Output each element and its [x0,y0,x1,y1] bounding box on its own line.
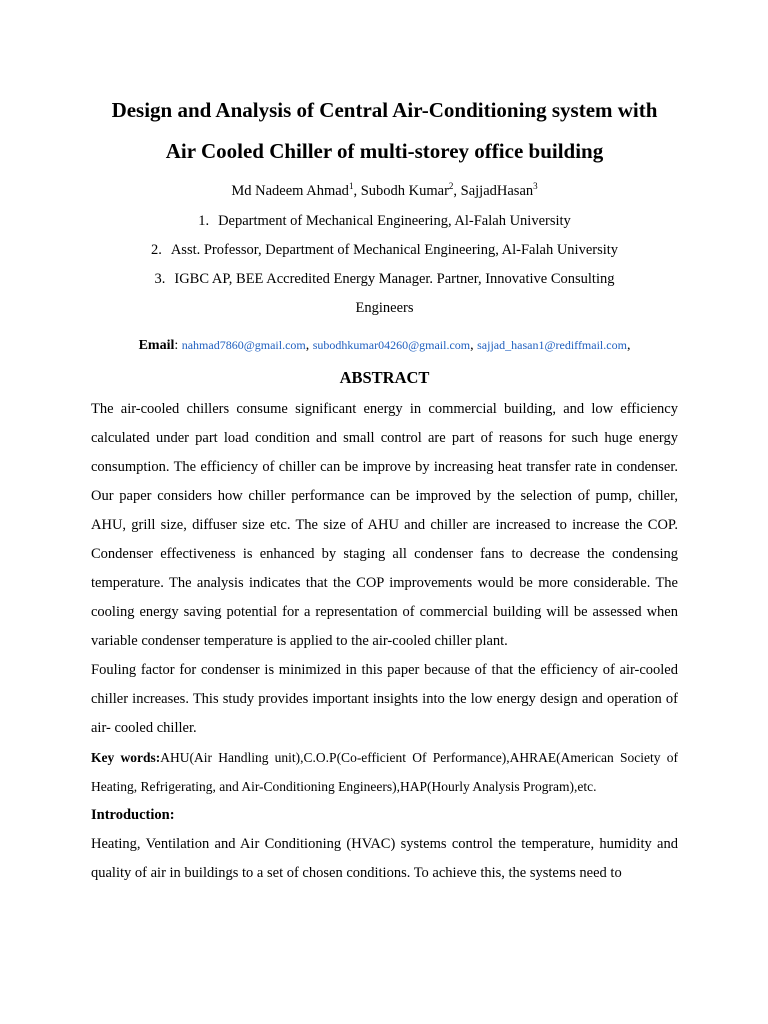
email-colon: : [174,338,182,353]
title-line-1: Design and Analysis of Central Air-Conditioning system with [111,98,658,122]
author-affiliation-marker: 1 [348,181,354,192]
author-list [91,181,678,201]
author-affiliation-marker: 2 [448,181,454,192]
author-name: Md Nadeem Ahmad [231,183,349,199]
abstract-paragraph: Fouling factor for condenser is minimized in this paper because of that the efficiency of air-cooled chiller increases. This study provides important insights into the low energy design and operation of air- cooled chiller. [91,662,678,736]
email-link[interactable]: sajjad_hasan1@rediffmail.com [477,338,627,352]
affiliation-number: 2. [150,242,162,258]
email-line [91,335,678,356]
introduction-label: Introduction: [91,807,175,823]
author-separator: , [453,183,461,199]
affiliation-number: 3. [154,271,166,287]
affiliation-text: Asst. Professor, Department of Mechanical Engineering, Al-Falah University [170,242,619,258]
affiliation-item [91,207,678,236]
title-line-2: Air Cooled Chiller of multi-storey office building [165,139,604,163]
email-trailing-comma: , [626,338,631,353]
email-link[interactable]: subodhkumar04260@gmail.com [312,338,471,352]
author-name: SajjadHasan [460,183,534,199]
abstract-heading: ABSTRACT [339,368,430,387]
affiliation-item [91,236,678,265]
paper-title [91,0,678,172]
introduction-paragraph: Heating, Ventilation and Air Conditioning (HVAC) systems control the temperature, humidity and quality of air in buildings to a set of chosen conditions. To achieve this, the systems need to [91,836,678,881]
abstract-paragraph: The air-cooled chillers consume significant energy in commercial building, and low efficiency calculated under part load condition and small control are part of reasons for such huge energy consumption. The efficiency of chiller can be improve by increasing heat transfer rate in condenser. Our paper considers how chiller performance can be improved by the selection of pump, chiller, AHU, grill size, diffuser size etc. The size of AHU and chiller are increased to increase the COP. Condenser effectiveness is enhanced by staging all condenser fans to decrease the condensing temperature. The analysis indicates that the COP improvements would be more considerable. The cooling energy saving potential for a representation of commercial building will be assessed when variable condenser temperature is applied to the air-cooled chiller plant. [91,401,678,649]
author-affiliation-marker: 3 [533,181,538,192]
affiliation-item-continuation [91,294,678,323]
affiliation-text: IGBC AP, BEE Accredited Energy Manager. Partner, Innovative Consulting [174,271,615,287]
keywords-label: Key words: [91,750,161,765]
author-name: Subodh Kumar [360,183,449,199]
introduction-heading [91,801,678,830]
affiliation-number: 1. [198,213,210,229]
keywords-paragraph [91,743,678,801]
affiliation-item [91,265,678,294]
affiliation-text: Engineers [355,300,414,316]
email-link[interactable]: nahmad7860@gmail.com [181,338,306,352]
email-separator: , [305,338,313,353]
affiliation-list [91,207,678,323]
affiliation-text: Department of Mechanical Engineering, Al-Falah University [218,213,571,229]
email-separator: , [470,338,478,353]
keywords-text: AHU(Air Handling unit),C.O.P(Co-efficient Of Performance),AHRAE(American Society of Heating, Refrigerating, and Air-Conditioning Engineers),HAP(Hourly Analysis Program),etc. [91,750,678,794]
author-separator: , [353,183,361,199]
email-label: Email [138,338,175,353]
